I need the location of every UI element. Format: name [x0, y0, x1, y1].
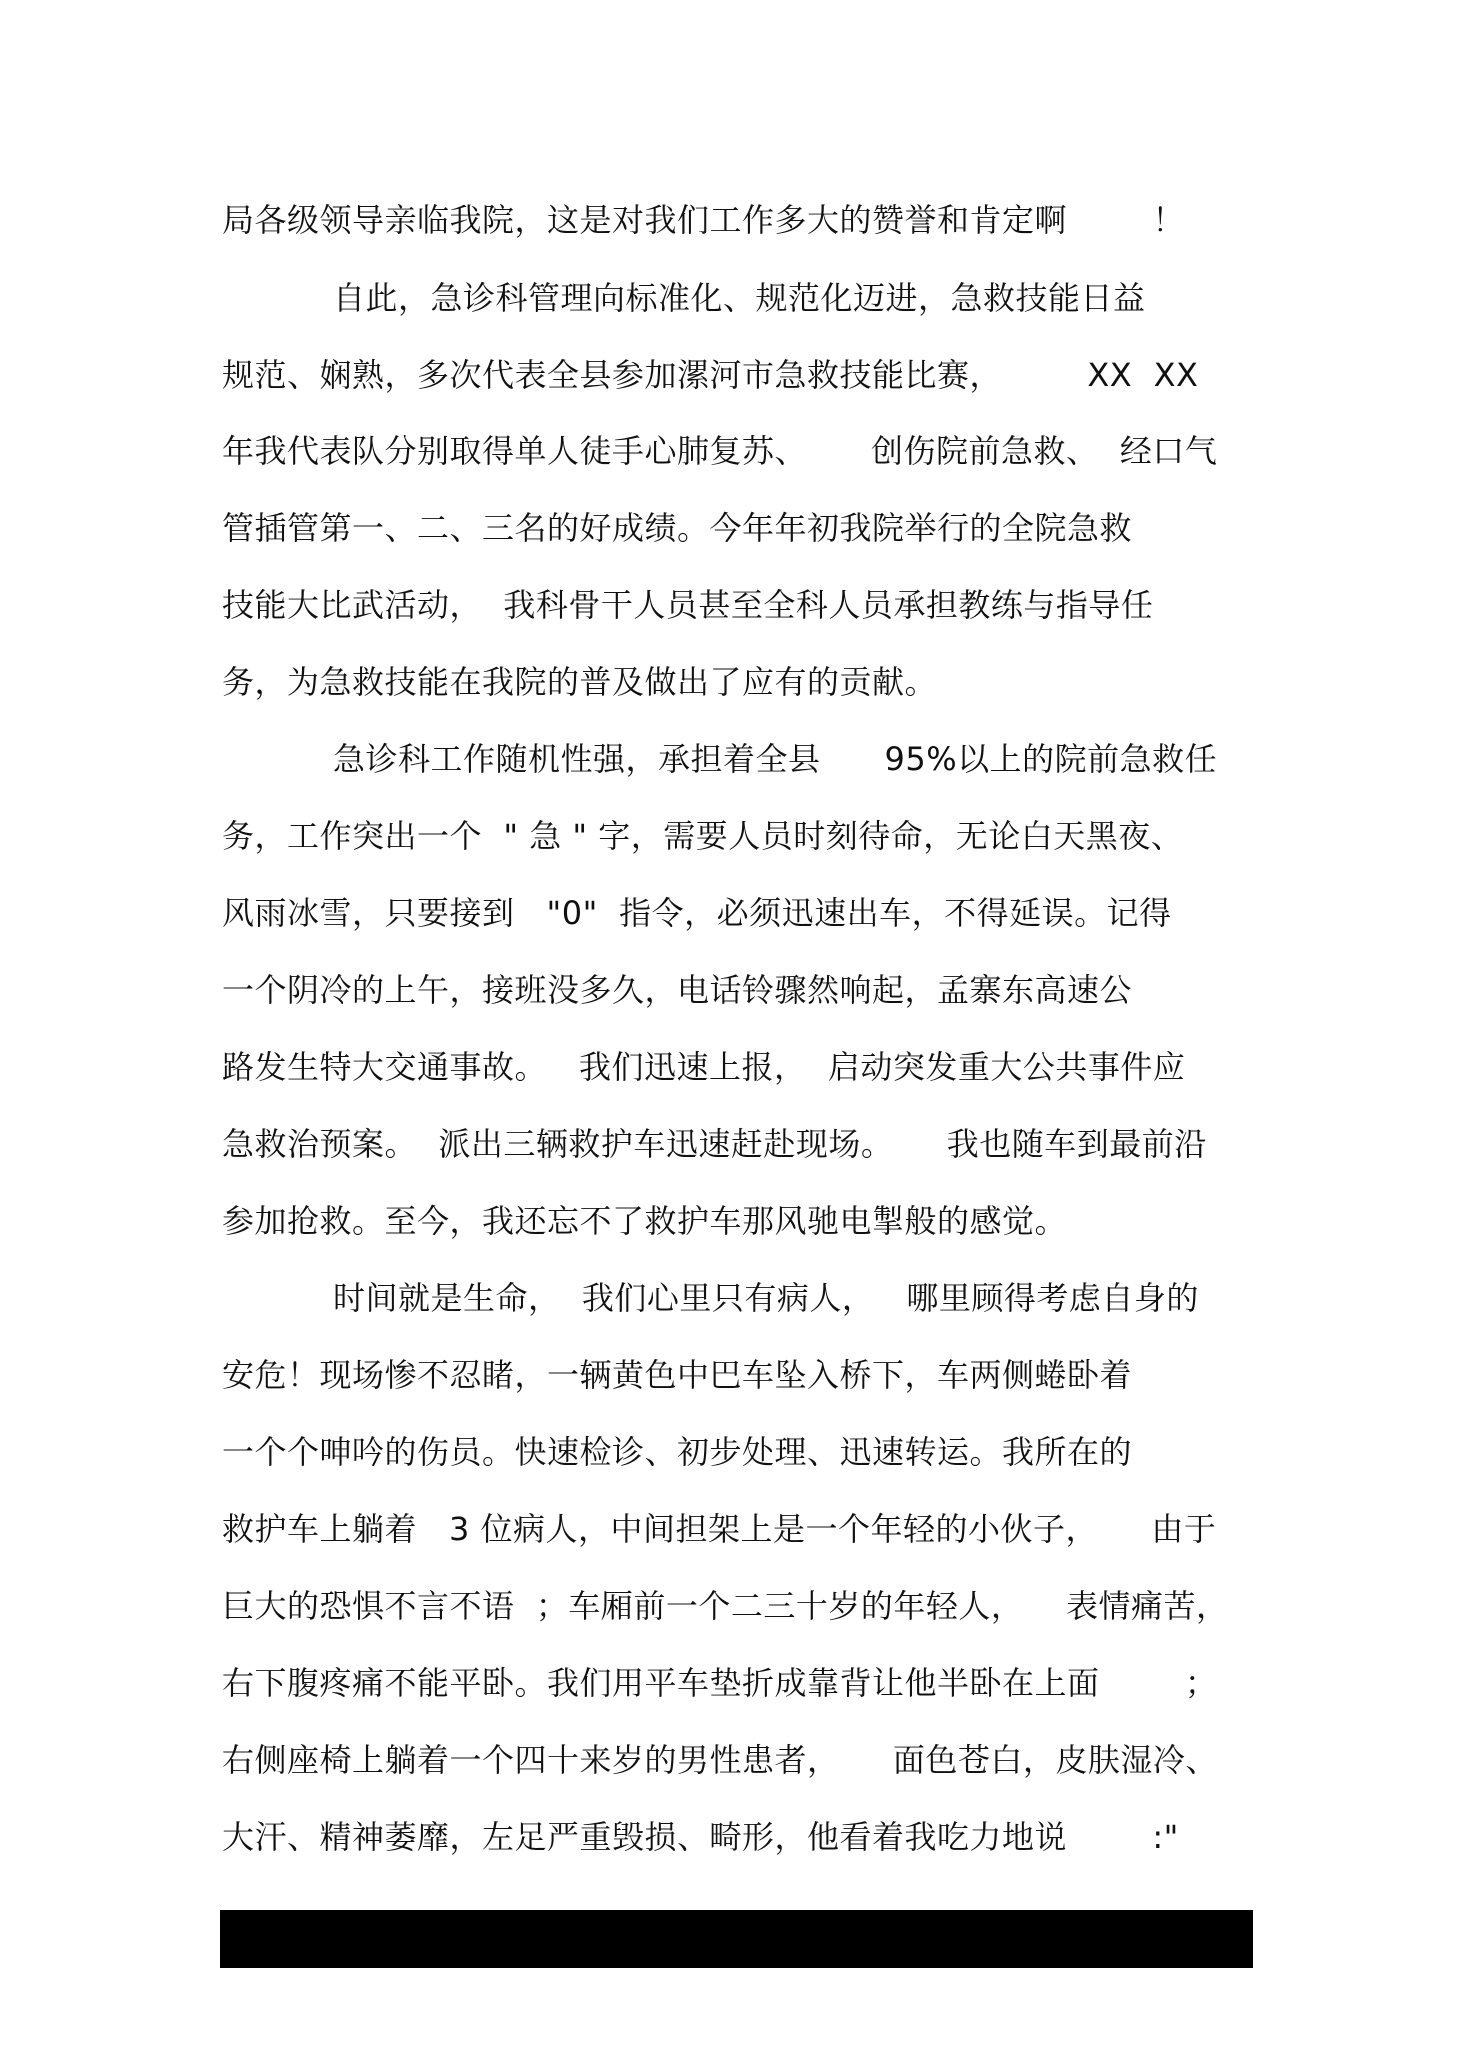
footer-black-bar [220, 1910, 1253, 1968]
paragraph-line: 技能大比武活动， 我科骨干人员甚至全科人员承担教练与指导任 [222, 586, 1154, 624]
paragraph-line: 风雨冰雪，只要接到 "0" 指令，必须迅速出车，不得延误。记得 [222, 894, 1172, 932]
paragraph-line: 规范、娴熟，多次代表全县参加漯河市急救技能比赛， XX XX [222, 356, 1199, 394]
paragraph-line: 时间就是生命， 我们心里只有病人， 哪里顾得考虑自身的 [333, 1279, 1199, 1317]
paragraph-line: 自此，急诊科管理向标准化、规范化迈进，急救技能日益 [333, 279, 1146, 317]
paragraph-line: 年我代表队分别取得单人徒手心肺复苏、 创伤院前急救、 经口气 [222, 432, 1218, 470]
paragraph-line: 急救治预案。 派出三辆救护车迅速赶赴现场。 我也随车到最前沿 [222, 1125, 1207, 1163]
paragraph-line: 巨大的恐惧不言不语 ；车厢前一个二三十岁的年轻人， 表情痛苦， [222, 1587, 1229, 1625]
paragraph-line: 大汗、精神萎靡，左足严重毁损、畸形，他看着我吃力地说 :" [222, 1818, 1179, 1856]
paragraph-line: 急诊科工作随机性强，承担着全县 95%以上的院前急救任 [333, 740, 1218, 778]
paragraph-line: 路发生特大交通事故。 我们迅速上报， 启动突发重大公共事件应 [222, 1048, 1186, 1086]
paragraph-line: 务，工作突出一个 " 急 " 字，需要人员时刻待命，无论白天黑夜、 [222, 817, 1184, 855]
paragraph-line: 管插管第一、二、三名的好成绩。今年年初我院举行的全院急救 [222, 509, 1133, 547]
paragraph-line: 安危！现场惨不忍睹，一辆黄色中巴车坠入桥下，车两侧蜷卧着 [222, 1356, 1133, 1394]
paragraph-line: 务，为急救技能在我院的普及做出了应有的贡献。 [222, 663, 938, 701]
paragraph-line: 参加抢救。至今，我还忘不了救护车那风驰电掣般的感觉。 [222, 1202, 1068, 1240]
paragraph-line: 右侧座椅上躺着一个四十来岁的男性患者， 面色苍白，皮肤湿冷、 [222, 1741, 1218, 1779]
paragraph-line: 一个个呻吟的伤员。快速检诊、初步处理、迅速转运。我所在的 [222, 1433, 1133, 1471]
paragraph-line: 局各级领导亲临我院，这是对我们工作多大的赞誉和肯定啊 ！ [222, 201, 1185, 239]
paragraph-line: 右下腹疼痛不能平卧。我们用平车垫折成靠背让他半卧在上面 ； [222, 1664, 1218, 1702]
paragraph-line: 一个阴冷的上午，接班没多久，电话铃骤然响起，孟寨东高速公 [222, 971, 1133, 1009]
paragraph-line: 救护车上躺着 3 位病人，中间担架上是一个年轻的小伙子， 由于 [222, 1510, 1217, 1548]
